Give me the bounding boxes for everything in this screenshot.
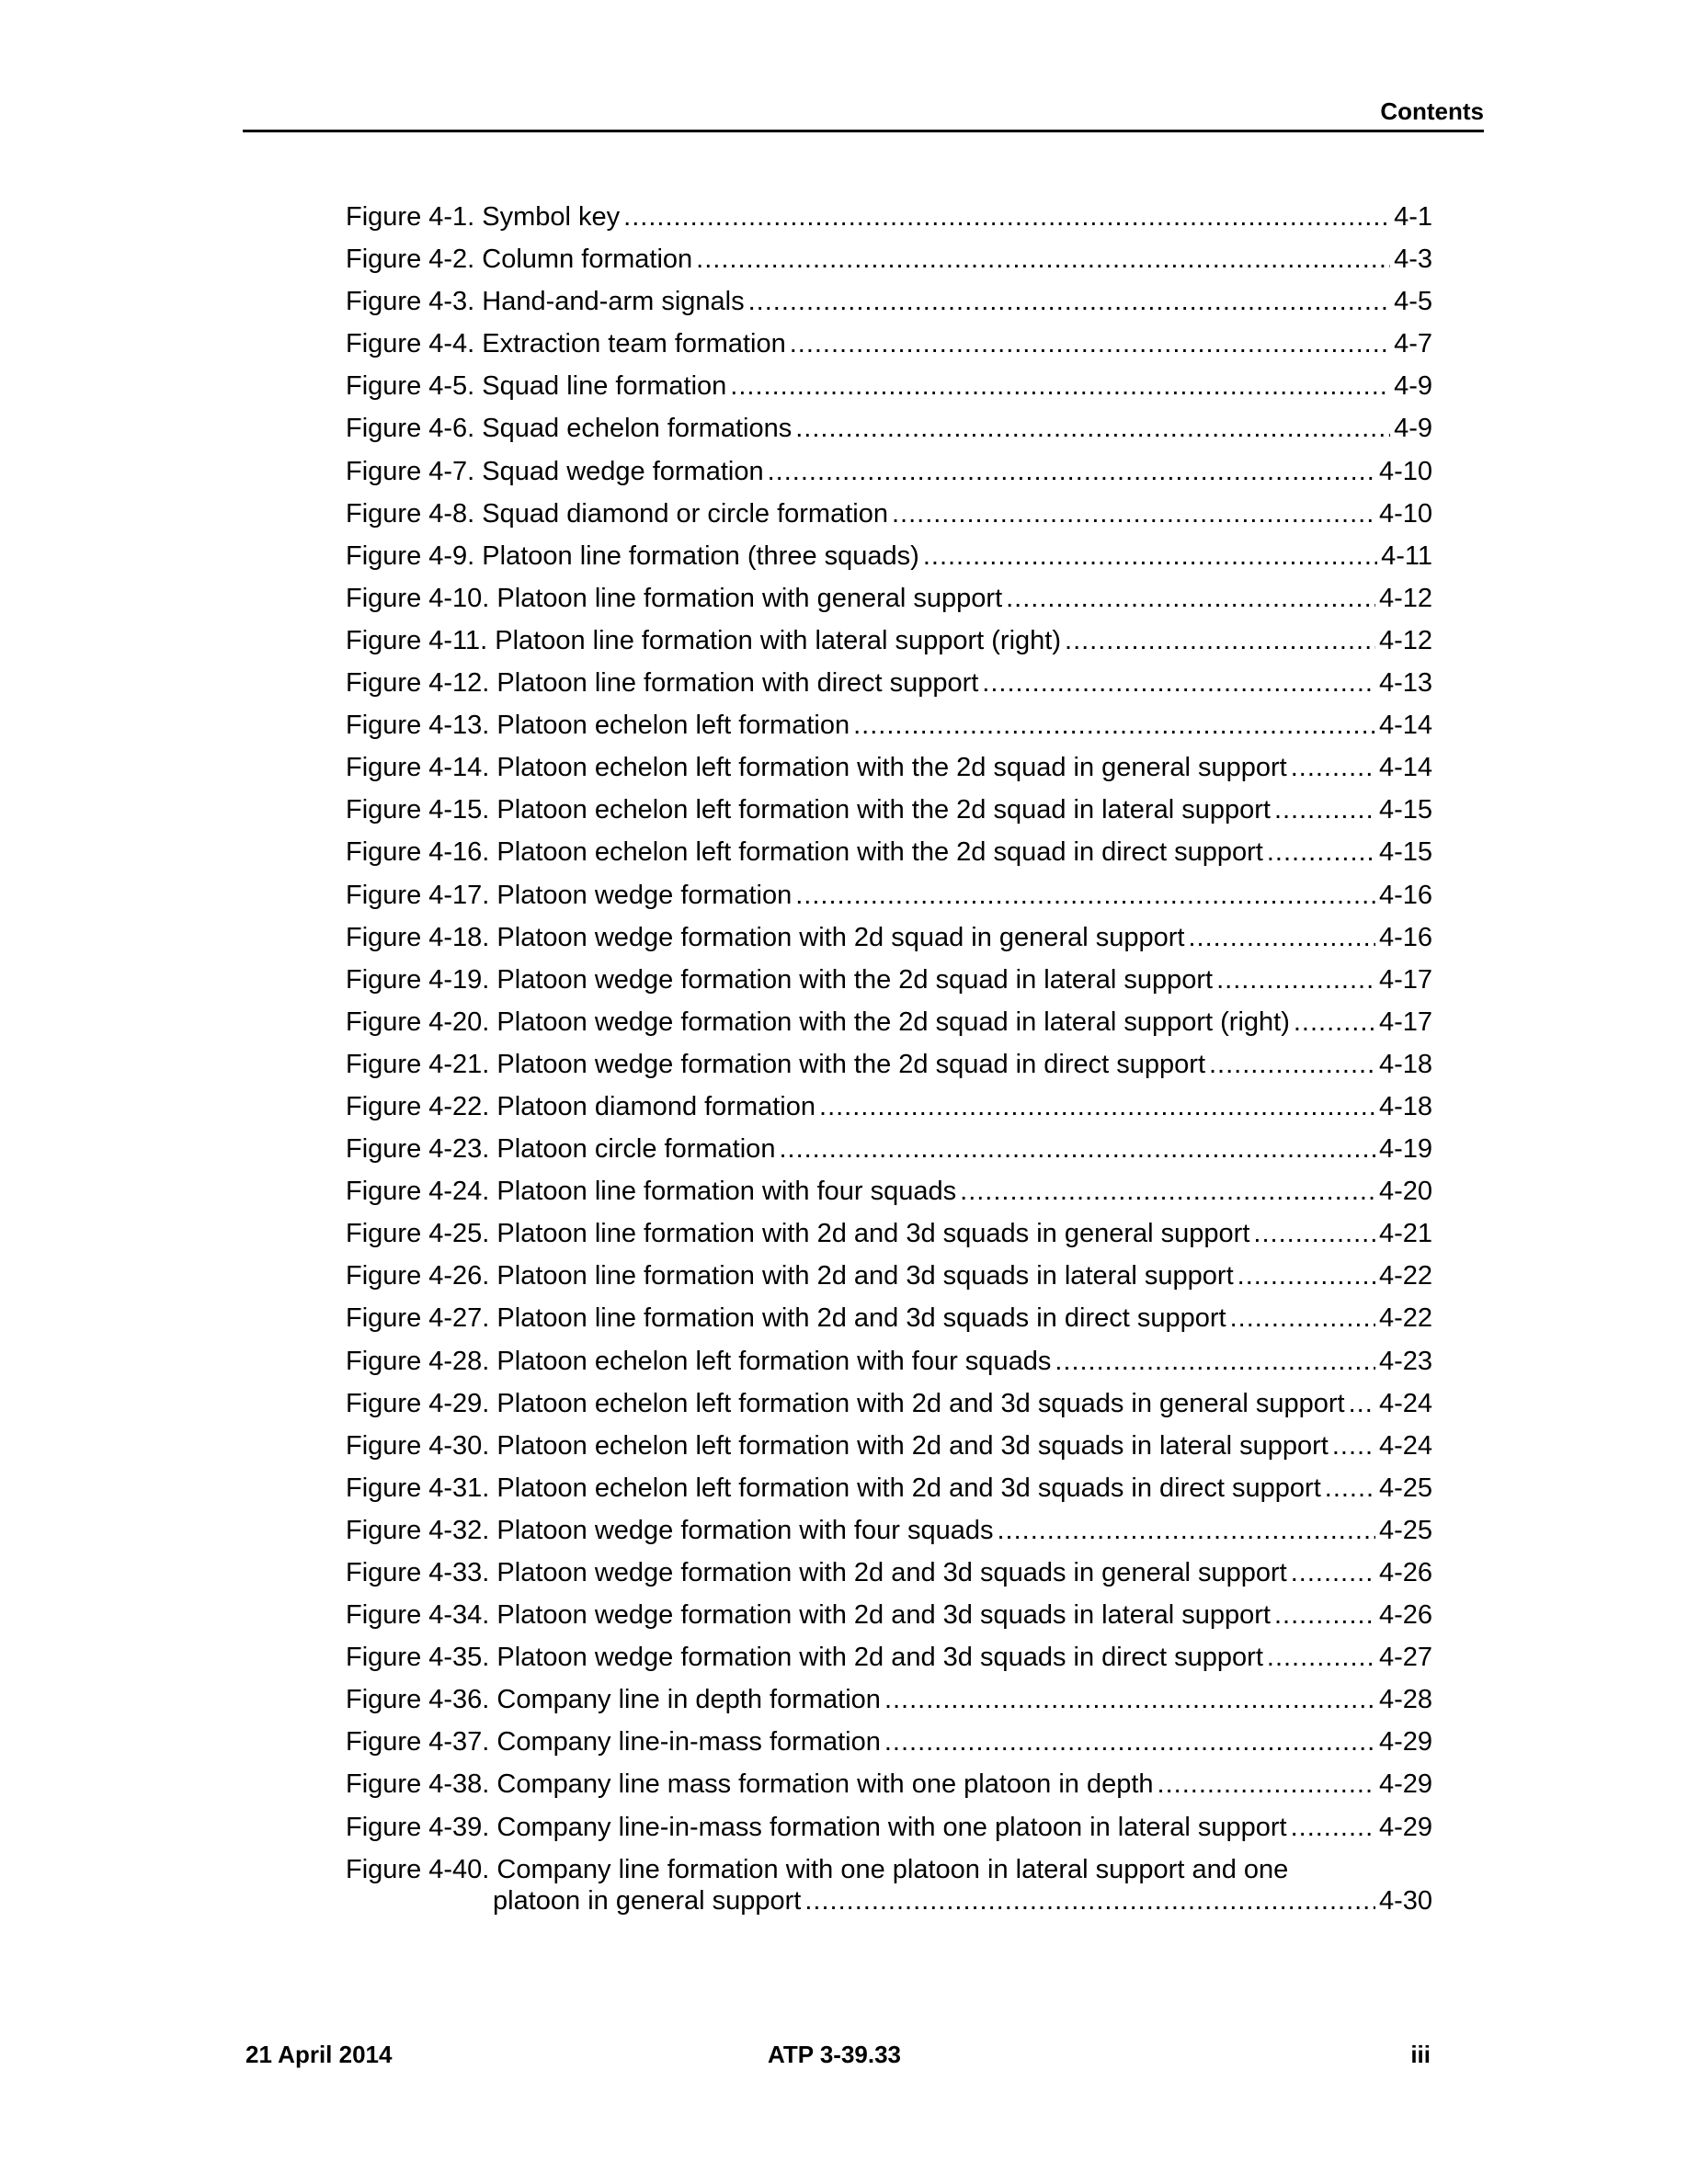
toc-entry-title: Figure 4-33. Platoon wedge formation with 2d and 3d squads in general support	[346, 1558, 1287, 1587]
toc-entry[interactable]	[346, 1509, 1432, 1552]
toc-entry-title: Figure 4-31. Platoon echelon left formation with 2d and 3d squads in direct support	[346, 1473, 1321, 1503]
toc-entry-title: Figure 4-4. Extraction team formation	[346, 329, 786, 359]
toc-entry[interactable]	[346, 831, 1432, 873]
toc-entry-page: 4-26	[1378, 1558, 1432, 1587]
toc-entry-title: Figure 4-21. Platoon wedge formation with the 2d squad in direct support	[346, 1049, 1205, 1079]
toc-entry[interactable]	[346, 1806, 1432, 1848]
toc-entry-page: 4-24	[1378, 1430, 1432, 1461]
dot-leader	[1230, 1297, 1375, 1339]
toc-entry[interactable]	[346, 1854, 1432, 1917]
dot-leader	[884, 1678, 1375, 1721]
header-rule	[243, 130, 1484, 132]
dot-leader	[768, 450, 1375, 493]
toc-entry-page: 4-13	[1378, 668, 1432, 699]
toc-entry[interactable]	[346, 959, 1432, 1001]
toc-entry-page: 4-22	[1378, 1261, 1432, 1291]
toc-entry-page: 4-18	[1378, 1091, 1432, 1121]
dot-leader	[1209, 1043, 1375, 1086]
toc-entry-title: Figure 4-18. Platoon wedge formation with 2d squad in general support	[346, 922, 1185, 952]
dot-leader	[1065, 620, 1375, 662]
dot-leader	[1267, 1636, 1375, 1678]
toc-entry[interactable]	[346, 407, 1432, 449]
toc-entry-title: Figure 4-25. Platoon line formation with 2d and 3d squads in general support	[346, 1219, 1250, 1249]
toc-entry-page: 4-18	[1378, 1049, 1432, 1079]
toc-entry-page: 4-9	[1394, 371, 1432, 402]
toc-entry-page: 4-14	[1378, 753, 1432, 783]
toc-entry[interactable]	[346, 577, 1432, 620]
dot-leader	[748, 280, 1390, 323]
toc-entry-page: 4-10	[1378, 498, 1432, 529]
toc-entry[interactable]	[346, 1636, 1432, 1678]
toc-entry-title: Figure 4-34. Platoon wedge formation with 2d and 3d squads in lateral support	[346, 1600, 1271, 1631]
toc-entry-title: Figure 4-14. Platoon echelon left formation with the 2d squad in general support	[346, 753, 1287, 783]
dot-leader	[1267, 831, 1375, 873]
toc-entry[interactable]	[346, 1212, 1432, 1255]
toc-entry-page: 4-12	[1378, 583, 1432, 613]
footer-page-number: iii	[1410, 2041, 1431, 2068]
toc-entry[interactable]	[346, 746, 1432, 789]
toc-entry[interactable]	[346, 1086, 1432, 1128]
dot-leader	[1291, 1806, 1375, 1848]
dot-leader	[1332, 1425, 1375, 1467]
toc-entry-title: Figure 4-37. Company line-in-mass formation	[346, 1727, 881, 1757]
toc-entry-title: Figure 4-17. Platoon wedge formation	[346, 880, 793, 910]
toc-entry-page: 4-19	[1378, 1134, 1432, 1165]
toc-entry[interactable]	[346, 1594, 1432, 1636]
toc-entry[interactable]	[346, 789, 1432, 831]
toc-entry-title: Figure 4-12. Platoon line formation with direct support	[346, 668, 979, 699]
toc-entry-page: 4-28	[1378, 1685, 1432, 1715]
toc-entry-page: 4-29	[1378, 1812, 1432, 1842]
toc-entry-page: 4-30	[1378, 1885, 1432, 1916]
toc-entry-title: Figure 4-29. Platoon echelon left formation with 2d and 3d squads in general support	[346, 1388, 1345, 1418]
dot-leader	[1006, 577, 1375, 620]
toc-entry-page: 4-22	[1378, 1303, 1432, 1334]
dot-leader	[1274, 789, 1375, 831]
toc-entry-page: 4-16	[1378, 922, 1432, 952]
toc-entry-title: Figure 4-11. Platoon line formation with lateral support (right)	[346, 625, 1062, 655]
toc-entry-title: Figure 4-27. Platoon line formation with 2d and 3d squads in direct support	[346, 1303, 1226, 1334]
toc-entry[interactable]	[346, 450, 1432, 493]
toc-entry[interactable]	[346, 238, 1432, 280]
dot-leader	[1291, 746, 1375, 789]
dot-leader	[884, 1721, 1375, 1763]
list-of-figures	[346, 196, 1432, 1917]
toc-entry[interactable]	[346, 493, 1432, 535]
dot-leader	[1294, 1001, 1375, 1043]
toc-entry-title: Figure 4-2. Column formation	[346, 245, 693, 275]
toc-entry-title: Figure 4-10. Platoon line formation with general support	[346, 583, 1003, 613]
toc-entry-page: 4-25	[1378, 1515, 1432, 1545]
toc-entry-title: Figure 4-23. Platoon circle formation	[346, 1134, 776, 1165]
toc-entry[interactable]	[346, 1382, 1432, 1425]
toc-entry[interactable]	[346, 874, 1432, 916]
dot-leader	[892, 493, 1375, 535]
dot-leader	[730, 365, 1390, 407]
toc-entry-page: 4-11	[1381, 540, 1432, 571]
toc-entry-page: 4-24	[1378, 1388, 1432, 1418]
toc-entry-page: 4-26	[1378, 1600, 1432, 1631]
toc-entry[interactable]	[346, 1001, 1432, 1043]
toc-entry[interactable]	[346, 1552, 1432, 1594]
toc-entry-page: 4-17	[1378, 1007, 1432, 1037]
dot-leader	[795, 407, 1390, 449]
toc-entry-title: Figure 4-7. Squad wedge formation	[346, 456, 764, 486]
toc-entry[interactable]	[346, 620, 1432, 662]
toc-entry-page: 4-10	[1378, 456, 1432, 486]
dot-leader	[1188, 916, 1375, 959]
dot-leader	[804, 1885, 1375, 1917]
toc-entry-page: 4-20	[1378, 1177, 1432, 1207]
toc-entry-title: Figure 4-20. Platoon wedge formation with the 2d squad in lateral support (right)	[346, 1007, 1290, 1037]
toc-entry-title: Figure 4-1. Symbol key	[346, 202, 621, 232]
toc-entry[interactable]	[346, 1128, 1432, 1170]
toc-entry-title: Figure 4-24. Platoon line formation with four squads	[346, 1177, 957, 1207]
toc-entry-title: Figure 4-40. Company line formation with one platoon in lateral support and one	[346, 1854, 1289, 1884]
toc-entry[interactable]	[346, 1467, 1432, 1509]
toc-entry-page: 4-29	[1378, 1769, 1432, 1800]
dot-leader	[623, 196, 1390, 238]
toc-entry-title: Figure 4-9. Platoon line formation (three squads)	[346, 540, 919, 571]
dot-leader	[795, 874, 1375, 916]
dot-leader	[1325, 1467, 1375, 1509]
toc-entry-page: 4-7	[1394, 329, 1432, 359]
toc-entry[interactable]	[346, 1043, 1432, 1086]
toc-entry-title: Figure 4-5. Squad line formation	[346, 371, 727, 402]
dot-leader	[853, 704, 1375, 746]
toc-entry-title: Figure 4-15. Platoon echelon left formation with the 2d squad in lateral support	[346, 795, 1271, 825]
toc-entry-title: Figure 4-3. Hand-and-arm signals	[346, 287, 745, 317]
toc-entry[interactable]	[346, 535, 1432, 577]
toc-entry-title: Figure 4-8. Squad diamond or circle formation	[346, 498, 888, 529]
toc-entry-page: 4-16	[1378, 880, 1432, 910]
toc-entry-page: 4-9	[1394, 414, 1432, 444]
toc-entry[interactable]	[346, 1297, 1432, 1339]
toc-entry[interactable]	[346, 196, 1432, 238]
dot-leader	[923, 535, 1377, 577]
toc-entry-title: Figure 4-28. Platoon echelon left formation with four squads	[346, 1346, 1052, 1376]
toc-entry-title: Figure 4-22. Platoon diamond formation	[346, 1091, 816, 1121]
toc-entry-title: Figure 4-19. Platoon wedge formation with the 2d squad in lateral support	[346, 964, 1214, 995]
toc-entry-title: Figure 4-26. Platoon line formation with 2d and 3d squads in lateral support	[346, 1261, 1234, 1291]
dot-leader	[1349, 1382, 1375, 1425]
toc-entry[interactable]	[346, 1721, 1432, 1763]
dot-leader	[1158, 1763, 1375, 1805]
dot-leader	[997, 1509, 1374, 1552]
toc-entry-page: 4-29	[1378, 1727, 1432, 1757]
toc-entry-page: 4-25	[1378, 1473, 1432, 1503]
toc-entry-page: 4-12	[1378, 625, 1432, 655]
toc-entry-page: 4-27	[1378, 1643, 1432, 1673]
toc-entry[interactable]	[346, 1255, 1432, 1297]
dot-leader	[960, 1170, 1375, 1212]
dot-leader	[1291, 1552, 1375, 1594]
toc-entry[interactable]	[346, 662, 1432, 704]
dot-leader	[1274, 1594, 1375, 1636]
toc-entry-title: Figure 4-38. Company line mass formation with one platoon in depth	[346, 1769, 1154, 1800]
dot-leader	[1253, 1212, 1375, 1255]
toc-entry-title-continued: platoon in general support	[493, 1885, 802, 1916]
toc-entry[interactable]	[346, 1170, 1432, 1212]
toc-entry-page: 4-15	[1378, 795, 1432, 825]
page-header-title: Contents	[1380, 97, 1484, 125]
toc-entry[interactable]	[346, 323, 1432, 365]
toc-entry-title: Figure 4-39. Company line-in-mass formation with one platoon in lateral support	[346, 1812, 1287, 1842]
dot-leader	[1237, 1255, 1375, 1297]
toc-entry[interactable]	[346, 1340, 1432, 1382]
dot-leader	[819, 1086, 1375, 1128]
toc-entry-page: 4-15	[1378, 837, 1432, 868]
dot-leader	[696, 238, 1390, 280]
footer-date: 21 April 2014	[245, 2041, 393, 2068]
toc-entry[interactable]	[346, 1763, 1432, 1805]
toc-entry-title: Figure 4-35. Platoon wedge formation with 2d and 3d squads in direct support	[346, 1643, 1263, 1673]
toc-entry-page: 4-3	[1394, 245, 1432, 275]
toc-entry-page: 4-5	[1394, 287, 1432, 317]
toc-entry[interactable]	[346, 365, 1432, 407]
toc-entry-page: 4-17	[1378, 964, 1432, 995]
toc-entry-title: Figure 4-32. Platoon wedge formation with four squads	[346, 1515, 994, 1545]
dot-leader	[1055, 1340, 1375, 1382]
toc-entry[interactable]	[346, 1425, 1432, 1467]
toc-entry-page: 4-14	[1378, 711, 1432, 741]
toc-entry[interactable]	[346, 704, 1432, 746]
toc-entry-title: Figure 4-13. Platoon echelon left formation	[346, 711, 850, 741]
toc-entry-page: 4-23	[1378, 1346, 1432, 1376]
toc-entry-page: 4-21	[1378, 1219, 1432, 1249]
toc-entry[interactable]	[346, 916, 1432, 959]
footer-document-id: ATP 3-39.33	[768, 2041, 902, 2068]
toc-entry[interactable]	[346, 280, 1432, 323]
dot-leader	[779, 1128, 1375, 1170]
toc-entry-page: 4-1	[1394, 202, 1432, 232]
dot-leader	[1216, 959, 1375, 1001]
dot-leader	[982, 662, 1375, 704]
toc-entry-title: Figure 4-6. Squad echelon formations	[346, 414, 793, 444]
dot-leader	[790, 323, 1390, 365]
toc-entry-title: Figure 4-30. Platoon echelon left formation with 2d and 3d squads in lateral support	[346, 1430, 1329, 1461]
toc-entry-title: Figure 4-16. Platoon echelon left formation with the 2d squad in direct support	[346, 837, 1263, 868]
toc-entry-title: Figure 4-36. Company line in depth formation	[346, 1685, 881, 1715]
toc-entry[interactable]	[346, 1678, 1432, 1721]
